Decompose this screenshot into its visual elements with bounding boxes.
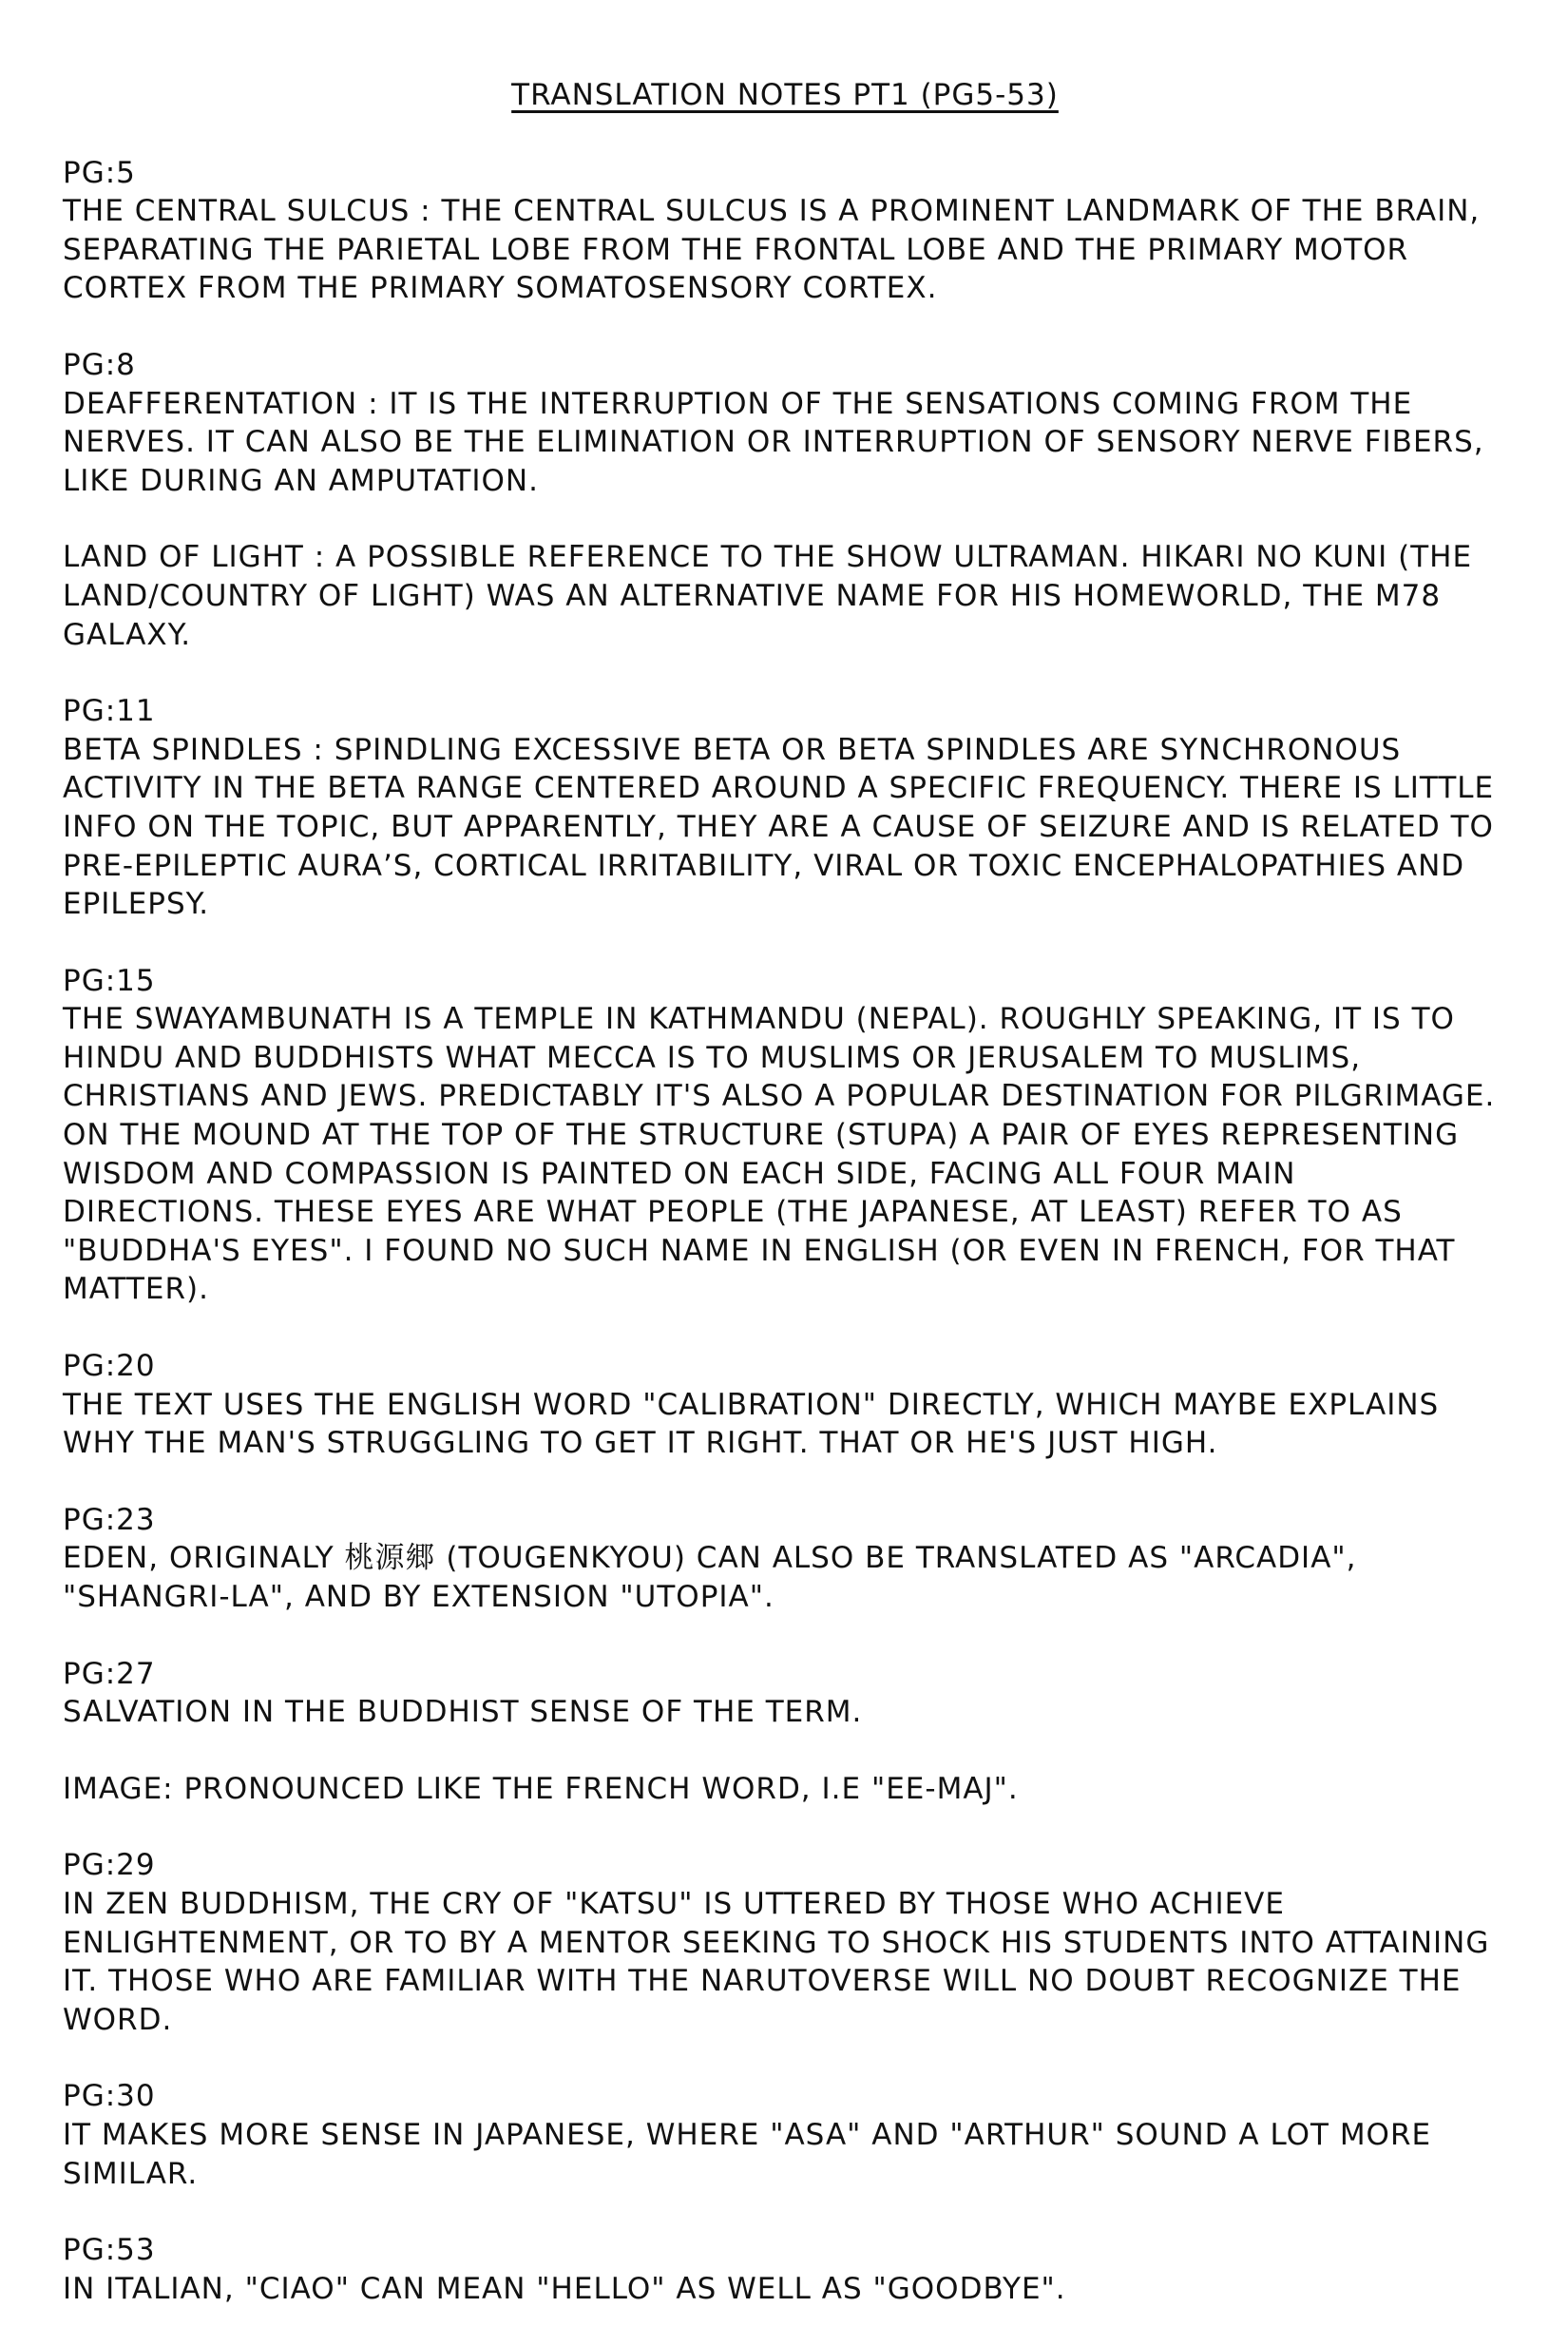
note-paragraph bbox=[63, 1693, 1507, 1732]
section-pg15 bbox=[63, 962, 1507, 1309]
page-reference: PG:27 bbox=[63, 1656, 156, 1691]
note-text: THE CENTRAL SULCUS : THE CENTRAL SULCUS IS A PROMINENT LANDMARK OF THE BRAIN, SEPARATING THE PARIETAL LOBE FROM THE FRONTAL LOBE AND THE PRIMARY MOTOR CORTEX FROM THE PRIMARY SOMATOSENSORY CORTEX. bbox=[63, 194, 1481, 306]
note-paragraph bbox=[63, 385, 1507, 501]
page-reference: PG:29 bbox=[63, 1848, 156, 1883]
note-paragraph bbox=[63, 538, 1507, 654]
page-reference: PG:20 bbox=[63, 1349, 156, 1384]
section-pg11 bbox=[63, 692, 1507, 924]
page-reference: PG:30 bbox=[63, 2079, 156, 2114]
page-reference: PG:15 bbox=[63, 963, 156, 998]
section-pg27 bbox=[63, 1655, 1507, 1809]
note-text: SALVATION IN THE BUDDHIST SENSE OF THE TERM. bbox=[63, 1695, 863, 1730]
note-text: DEAFFERENTATION : IT IS THE INTERRUPTION OF THE SENSATIONS COMING FROM THE NERVES. IT CAN ALSO BE THE ELIMINATION OR INTERRUPTION OF SENSORY NERVE FIBERS, LIKE DURING AN AMPUTATION. bbox=[63, 386, 1484, 498]
page-reference: PG:53 bbox=[63, 2233, 156, 2268]
section-pg5 bbox=[63, 154, 1507, 308]
page-reference: PG:8 bbox=[63, 347, 136, 382]
note-text: BETA SPINDLES : SPINDLING EXCESSIVE BETA OR BETA SPINDLES ARE SYNCHRONOUS ACTIVITY IN THE BETA RANGE CENTERED AROUND A SPECIFIC FREQUENCY. THERE IS LITTLE INFO ON THE TOPIC, BUT APPARENTLY, THEY ARE A CAUSE OF SEIZURE AND IS RELATED TO PRE-EPILEPTIC AURA’S, CORTICAL IRRITABILITY, VIRAL OR TOXIC ENCEPHALOPATHIES AND EPILEPSY. bbox=[63, 732, 1495, 922]
note-text: IN ZEN BUDDHISM, THE CRY OF "KATSU" IS UTTERED BY THOSE WHO ACHIEVE ENLIGHTENMENT, OR TO BY A MENTOR SEEKING TO SHOCK HIS STUDENTS INTO ATTAINING IT. THOSE WHO ARE FAMILIAR WITH THE NARUTOVERSE WILL NO DOUBT RECOGNIZE THE WORD. bbox=[63, 1886, 1490, 2037]
note-text: IT MAKES MORE SENSE IN JAPANESE, WHERE "ASA" AND "ARTHUR" SOUND A LOT MORE SIMILAR. bbox=[63, 2117, 1432, 2191]
note-text: IN ITALIAN, "CIAO" CAN MEAN "HELLO" AS WELL AS "GOODBYE". bbox=[63, 2271, 1066, 2306]
section-pg8 bbox=[63, 346, 1507, 654]
section-pg29 bbox=[63, 1846, 1507, 2039]
note-paragraph bbox=[63, 1770, 1507, 1809]
page-reference: PG:5 bbox=[63, 155, 136, 190]
page-reference: PG:23 bbox=[63, 1502, 156, 1537]
page-title: TRANSLATION NOTES PT1 (PG5-53) bbox=[511, 78, 1059, 112]
translation-notes-page bbox=[63, 76, 1507, 2346]
note-text: EDEN, ORIGINALY 桃源郷 (TOUGENKYOU) CAN ALSO BE TRANSLATED AS "ARCADIA", "SHANGRI-LA", AND BY EXTENSION "UTOPIA". bbox=[63, 1541, 1357, 1614]
note-text: THE SWAYAMBUNATH IS A TEMPLE IN KATHMANDU (NEPAL). ROUGHLY SPEAKING, IT IS TO HINDU AND BUDDHISTS WHAT MECCA IS TO MUSLIMS OR JERUSALEM TO MUSLIMS, CHRISTIANS AND JEWS. PREDICTABLY IT'S ALSO A POPULAR DESTINATION FOR PILGRIMAGE. ON THE MOUND AT THE TOP OF THE STRUCTURE (STUPA) A PAIR OF EYES REPRESENTING WISDOM AND COMPASSION IS PAINTED ON EACH SIDE, FACING ALL FOUR MAIN DIRECTIONS. THESE EYES ARE WHAT PEOPLE (THE JAPANESE, AT LEAST) REFER TO AS "BUDDHA'S EYES". I FOUND NO SUCH NAME IN ENGLISH (OR EVEN IN FRENCH, FOR THAT MATTER). bbox=[63, 1002, 1496, 1307]
note-text: LAND OF LIGHT : A POSSIBLE REFERENCE TO THE SHOW ULTRAMAN. HIKARI NO KUNI (THE LAND/COUNTRY OF LIGHT) WAS AN ALTERNATIVE NAME FOR HIS HOMEWORLD, THE M78 GALAXY. bbox=[63, 540, 1473, 652]
section-pg20 bbox=[63, 1347, 1507, 1463]
note-text: THE TEXT USES THE ENGLISH WORD "CALIBRATION" DIRECTLY, WHICH MAYBE EXPLAINS WHY THE MAN'S STRUGGLING TO GET IT RIGHT. THAT OR HE'S JUST HIGH. bbox=[63, 1387, 1440, 1461]
section-pg23 bbox=[63, 1501, 1507, 1617]
page-reference: PG:11 bbox=[63, 694, 156, 729]
section-pg53 bbox=[63, 2231, 1507, 2308]
note-text: IMAGE: PRONOUNCED LIKE THE FRENCH WORD, I.E "EE-MAJ". bbox=[63, 1771, 1019, 1806]
section-pg30 bbox=[63, 2077, 1507, 2193]
